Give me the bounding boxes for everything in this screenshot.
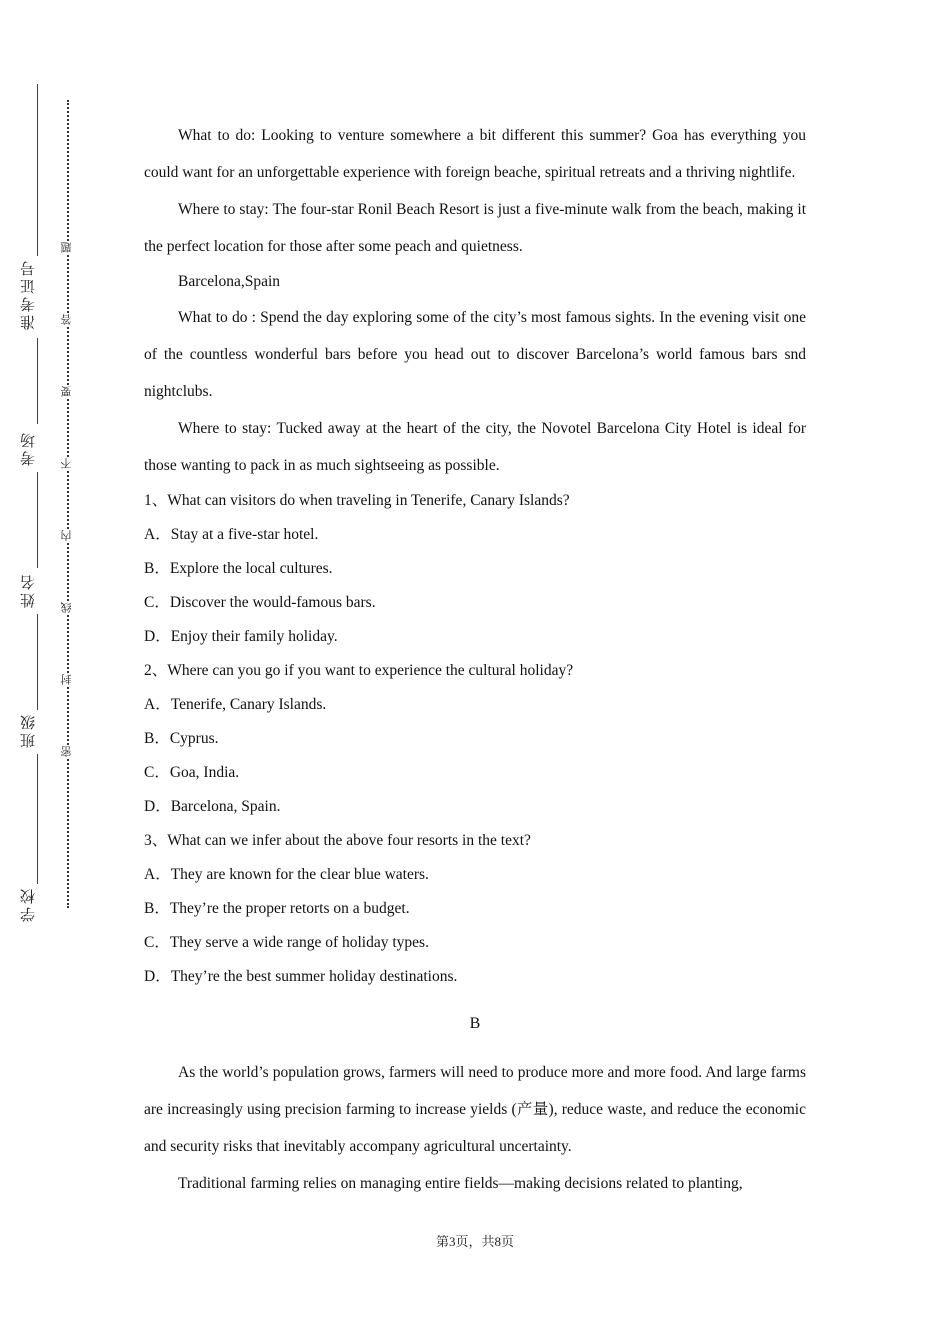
page-number: 第3页，共8页 [435,1234,514,1249]
field-label-class: 班级 [21,712,37,748]
seal-char: 密 [60,746,76,757]
question-option: D．Enjoy their family holiday. [144,628,338,645]
seal-char: 要 [60,386,76,397]
section-heading: B [469,1015,481,1032]
field-label-name: 姓名 [21,572,37,608]
binding-margin [0,0,100,1344]
question-stem: 2、Where can you go if you want to experience the cultural holiday? [144,662,574,679]
question-stem: 3、What can we infer about the above four resorts in the text? [144,832,531,849]
seal-char: 不 [60,458,76,469]
question-option: C．They serve a wide range of holiday types. [144,934,429,951]
question-option: A．Tenerife, Canary Islands. [144,696,327,713]
question-option: A．Stay at a five-star hotel. [144,526,319,543]
question-stem: 1、What can visitors do when traveling in Tenerife, Canary Islands? [144,492,570,509]
paragraph: Traditional farming relies on managing entire fields—making decisions related to planting, [178,1175,743,1192]
question-option: B．They’re the proper retorts on a budget. [144,900,410,917]
seal-char: 答 [60,314,76,325]
paragraph: Where to stay: The four-star Ronil Beach Resort is just a five-minute walk from the beach, making it the perfect location for those after some peach and quietness. [144,201,806,255]
paragraph: What to do: Looking to venture somewhere a bit different this summer? Goa has everything you could want for an unforgettable experience with foreign beache, spiritual retreats and a thriving nightlife. [144,127,806,181]
paragraph: Where to stay: Tucked away at the heart of the city, the Novotel Barcelona City Hotel is ideal for those wanting to pack in as much sightseeing as possible. [144,420,806,474]
margin-line [37,84,38,256]
field-label-exam-number: 准考证号 [21,258,37,330]
margin-line [37,472,38,568]
seal-char: 封 [60,674,76,685]
question-option: B．Explore the local cultures. [144,560,333,577]
destination-heading: Barcelona,Spain [178,273,281,290]
margin-line [37,614,38,710]
seal-char: 线 [60,602,76,613]
question-option: D．They’re the best summer holiday destinations. [144,968,458,985]
page-content [144,117,806,1202]
question-option: A．They are known for the clear blue waters. [144,866,429,883]
question-option: D．Barcelona, Spain. [144,798,281,815]
seal-char: 内 [60,530,76,541]
question-option: C．Goa, India. [144,764,240,781]
question-option: B．Cyprus. [144,730,219,747]
paragraph: What to do : Spend the day exploring some of the city’s most famous sights. In the evening visit one of the countless wonderful bars before you head out to discover Barcelona’s world famous bars snd nightclubs. [144,309,806,400]
seal-char: 题 [60,242,76,253]
margin-line [37,338,38,424]
seal-line [67,100,69,908]
paragraph: As the world’s population grows, farmers will need to produce more and more food. And large farms are increasingly using precision farming to increase yields (产量), reduce waste, and reduce the economic and security risks that inevitably accompany agricultural uncertainty. [144,1064,806,1155]
question-option: C．Discover the would-famous bars. [144,594,376,611]
field-label-school: 学校 [21,886,37,922]
field-label-exam-room: 考场 [21,430,37,466]
margin-line [37,754,38,884]
